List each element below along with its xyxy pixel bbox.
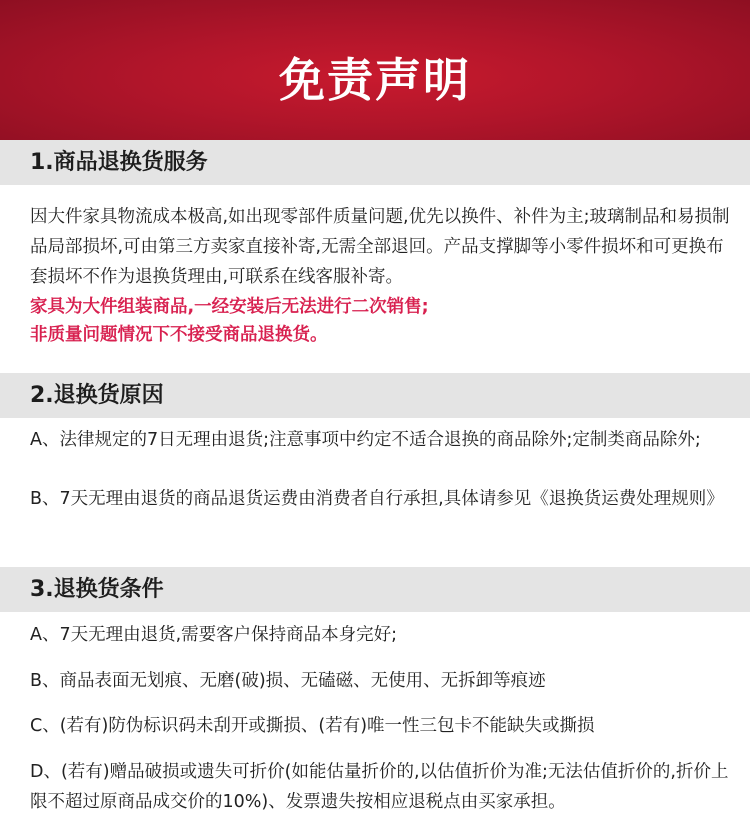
section-3-item-a: A、7天无理由退货,需要客户保持商品本身完好;: [30, 625, 398, 645]
section-header-1: [0, 140, 750, 185]
section-title-3: 3.退换货条件: [30, 577, 164, 602]
section-2-item-b: B、7天无理由退货的商品退货运费由消费者自行承担,具体请参见《退换货运费处理规则》: [30, 489, 724, 509]
section-header-2: [0, 373, 750, 418]
section-3-item-b: B、商品表面无划痕、无磨(破)损、无磕磁、无使用、无拆卸等痕迹: [30, 671, 546, 691]
section-1-warning-install: 家具为大件组装商品,一经安装后无法进行二次销售;: [30, 297, 429, 317]
section-1-warning-quality: 非质量问题情况下不接受商品退换货。: [30, 325, 328, 345]
page-title: 免责声明: [279, 53, 471, 107]
section-3-item-c: C、(若有)防伪标识码未刮开或撕损、(若有)唯一性三包卡不能缺失或撕损: [30, 716, 595, 736]
section-2-item-a: A、法律规定的7日无理由退货;注意事项中约定不适合退换的商品除外;定制类商品除外;: [30, 430, 701, 450]
section-3-item-d: D、(若有)赠品破损或遗失可折价(如能估量折价的,以估值折价为准;无法估值折价的,折价上限不超过原商品成交价的10%)、发票遗失按相应退税点由买家承担。: [30, 762, 729, 812]
section-header-3: [0, 567, 750, 612]
section-title-1: 1.商品退换货服务: [30, 150, 208, 175]
section-title-2: 2.退换货原因: [30, 383, 164, 408]
section-1-paragraph-main: 因大件家具物流成本极高,如出现零部件质量问题,优先以换件、补件为主;玻璃制品和易损制品局部损坏,可由第三方卖家直接补寄,无需全部退回。产品支撑脚等小零件损坏和可更换布套损坏不作为退换货理由,可联系在线客服补寄。: [30, 207, 730, 287]
title-banner: [0, 0, 750, 140]
